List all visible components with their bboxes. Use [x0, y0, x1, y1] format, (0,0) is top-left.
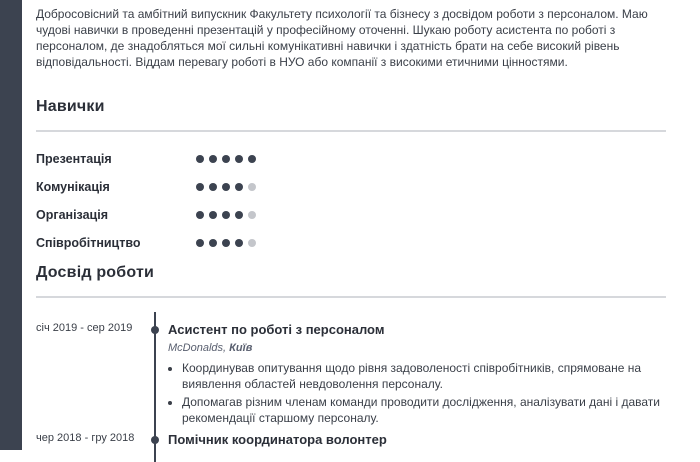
skill-row [36, 176, 666, 204]
rating-dot-filled [209, 155, 217, 163]
rating-dot-filled [222, 239, 230, 247]
date-to-month: сер [87, 322, 105, 334]
date-separator: - [80, 322, 84, 334]
job-details [168, 432, 668, 447]
skills-divider [36, 130, 666, 132]
job-bullet: • Координував опитування щодо рівня задоволеності співробітників, спрямоване на виявлення областей невдоволення персоналу. [182, 360, 668, 392]
rating-dot-filled [196, 239, 204, 247]
rating-dot-filled [235, 239, 243, 247]
date-from-month: січ [36, 322, 50, 334]
resume-page [36, 0, 666, 447]
skills-heading: Навички [36, 98, 105, 115]
rating-dot-filled [222, 211, 230, 219]
rating-dot-filled [196, 155, 204, 163]
skill-rating [196, 211, 256, 219]
rating-dot-filled [222, 155, 230, 163]
rating-dot-filled [196, 211, 204, 219]
skill-label: Презентація [36, 152, 112, 166]
job-bullet: • Допомагав різним членам команди проводити дослідження, аналізувати дані і давати рекомендації старшому персоналу. [182, 394, 668, 426]
skill-label: Комунікація [36, 180, 110, 194]
skill-row [36, 148, 666, 176]
date-to-month: гру [91, 432, 107, 444]
job-title: Помічник координатора волонтер [168, 432, 387, 447]
rating-dot-filled [235, 211, 243, 219]
date-from-month: чер [36, 432, 54, 444]
date-separator: - [84, 432, 89, 444]
job-dates [36, 322, 132, 334]
job-company-line: McDonalds, Київ [168, 342, 253, 354]
rating-dot-empty [248, 211, 256, 219]
summary-paragraph: Добросовісний та амбітний випускник Факультету психології та бізнесу з досвідом роботи з персоналом. Маю чудові навички в проведенні презентацій у професійному оточенні. Шукаю роботу асистента по роботі з персоналом, де знадобляться мої сильні комунікативні навички і здатність брати на себе високий рівень відповідальності. Віддам перевагу роботі в НУО або компанії з високими етичними цінностями. [36, 7, 648, 69]
left-accent-bar [0, 0, 22, 450]
date-from-year: 2019 [52, 322, 78, 334]
rating-dot-empty [248, 183, 256, 191]
rating-dot-filled [235, 183, 243, 191]
skill-rating [196, 239, 256, 247]
date-to-year: 2019 [107, 322, 133, 334]
rating-dot-filled [209, 211, 217, 219]
skill-row [36, 204, 666, 232]
date-to-year: 2018 [109, 432, 135, 444]
job-bullets [168, 360, 668, 426]
rating-dot-filled [222, 183, 230, 191]
skills-list [36, 148, 666, 260]
job-details [168, 322, 668, 428]
skill-rating [196, 183, 256, 191]
rating-dot-filled [209, 183, 217, 191]
timeline-marker [151, 326, 159, 334]
job-title: Асистент по роботі з персоналом [168, 322, 385, 337]
skill-rating [196, 155, 256, 163]
rating-dot-filled [248, 155, 256, 163]
experience-heading: Досвід роботи [36, 264, 155, 281]
skill-label: Організація [36, 208, 108, 222]
rating-dot-filled [235, 155, 243, 163]
rating-dot-filled [209, 239, 217, 247]
rating-dot-empty [248, 239, 256, 247]
job-city: Київ [229, 342, 253, 354]
skill-label: Співробітництво [36, 236, 141, 250]
date-from-year: 2018 [57, 432, 82, 444]
job-company: McDonalds [168, 342, 224, 354]
skill-row [36, 232, 666, 260]
experience-divider [36, 296, 666, 298]
rating-dot-filled [196, 183, 204, 191]
timeline-marker [151, 436, 159, 444]
job-dates [36, 432, 134, 444]
